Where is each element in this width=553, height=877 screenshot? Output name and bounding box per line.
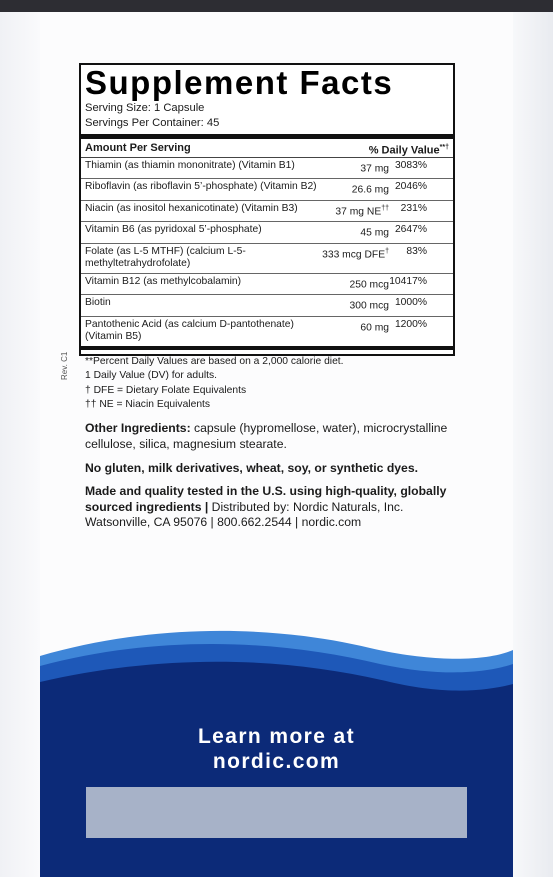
footnote: †† NE = Niacin Equivalents — [85, 399, 211, 411]
nutrient-amount: 37 mg — [360, 163, 389, 175]
nutrient-daily-value: 2647% — [394, 224, 427, 236]
nutrient-rows — [85, 158, 449, 350]
nutrient-row — [81, 317, 453, 350]
nutrient-amount: 300 mcg — [349, 300, 389, 312]
top-edge — [0, 0, 553, 12]
nutrient-name: Riboflavin (as riboflavin 5’-phosphate) (Vitamin B2) — [85, 181, 317, 193]
nutrient-name: Niacin (as inositol hexanicotinate) (Vitamin B3) — [85, 202, 298, 214]
facts-title: Supplement Facts — [85, 64, 394, 101]
nutrient-name: Folate (as L-5 MTHF) (calcium L-5-methyltetrahydrofolate) — [85, 245, 246, 269]
footnotes — [85, 350, 449, 413]
nutrient-amount: 250 mcg — [349, 279, 389, 291]
nutrient-daily-value: 1200% — [394, 318, 427, 330]
nutrient-row — [81, 158, 453, 179]
nutrient-daily-value: 3083% — [394, 160, 427, 171]
nutrient-name: Vitamin B6 (as pyridoxal 5’-phosphate) — [85, 224, 262, 236]
footnote: 1 Daily Value (DV) for adults. — [85, 370, 218, 382]
nutrient-daily-value: 83% — [406, 245, 427, 257]
supplement-facts-panel — [79, 63, 455, 411]
nutrient-row — [81, 179, 453, 200]
nutrient-amount: 333 mcg DFE† — [322, 247, 389, 261]
background-right — [513, 0, 553, 877]
nutrient-name: Biotin — [85, 297, 111, 309]
ingredients-text: capsule (hypromellose, water), microcrystalline cellulose, silica, magnesium stearate. — [85, 421, 448, 451]
free-from-statement: No gluten, milk derivatives, wheat, soy, or synthetic dyes. — [85, 461, 419, 475]
serving-size: Serving Size: 1 Capsule — [85, 102, 205, 114]
distributor-info: Distributed by: Nordic Naturals, Inc. Watsonville, CA 95076 | 800.662.2544 | nordic.com — [85, 499, 404, 529]
daily-value-header: % Daily Value**† — [368, 144, 449, 157]
website-line: nordic.com — [212, 750, 341, 773]
nutrient-row — [81, 274, 453, 295]
nutrient-name: Pantothenic Acid (as calcium D-pantothenate) (Vitamin B5) — [85, 318, 294, 342]
manufacturer-info — [85, 484, 465, 531]
made-in-statement: Made and quality tested in the U.S. using high-quality, globally sourced ingredients | — [85, 484, 447, 514]
nutrient-daily-value: 1000% — [394, 297, 427, 309]
facts-header — [85, 139, 449, 157]
nutrient-daily-value: 231% — [400, 202, 427, 214]
footnote: **Percent Daily Values are based on a 2,000 calorie diet. — [85, 355, 344, 367]
ingredients-label: Other Ingredients: — [85, 421, 191, 435]
nutrient-amount: 26.6 mg — [351, 184, 389, 196]
revision-code: Rev. C1 — [60, 351, 69, 380]
nutrient-daily-value: 10417% — [389, 275, 427, 287]
nutrient-row — [81, 295, 453, 316]
nutrient-row — [81, 222, 453, 243]
nutrient-daily-value: 2046% — [394, 181, 427, 193]
nutrient-amount: 60 mg — [360, 321, 389, 333]
nutrient-amount: 45 mg — [360, 227, 389, 239]
nutrient-row — [81, 244, 453, 274]
learn-more-line: Learn more at — [197, 725, 356, 748]
footnote: † DFE = Dietary Folate Equivalents — [85, 384, 247, 396]
amount-per-serving-label: Amount Per Serving — [85, 142, 191, 154]
label-box — [86, 787, 467, 838]
nutrient-row — [81, 201, 453, 222]
servings-per-container: Servings Per Container: 45 — [85, 117, 220, 129]
nutrient-name: Thiamin (as thiamin mononitrate) (Vitamin B1) — [85, 160, 295, 171]
background-left — [0, 0, 40, 877]
other-ingredients — [85, 421, 465, 452]
learn-more-text — [40, 724, 513, 774]
nutrient-name: Vitamin B12 (as methylcobalamin) — [85, 275, 242, 287]
nutrient-amount: 37 mg NE†† — [335, 204, 389, 218]
